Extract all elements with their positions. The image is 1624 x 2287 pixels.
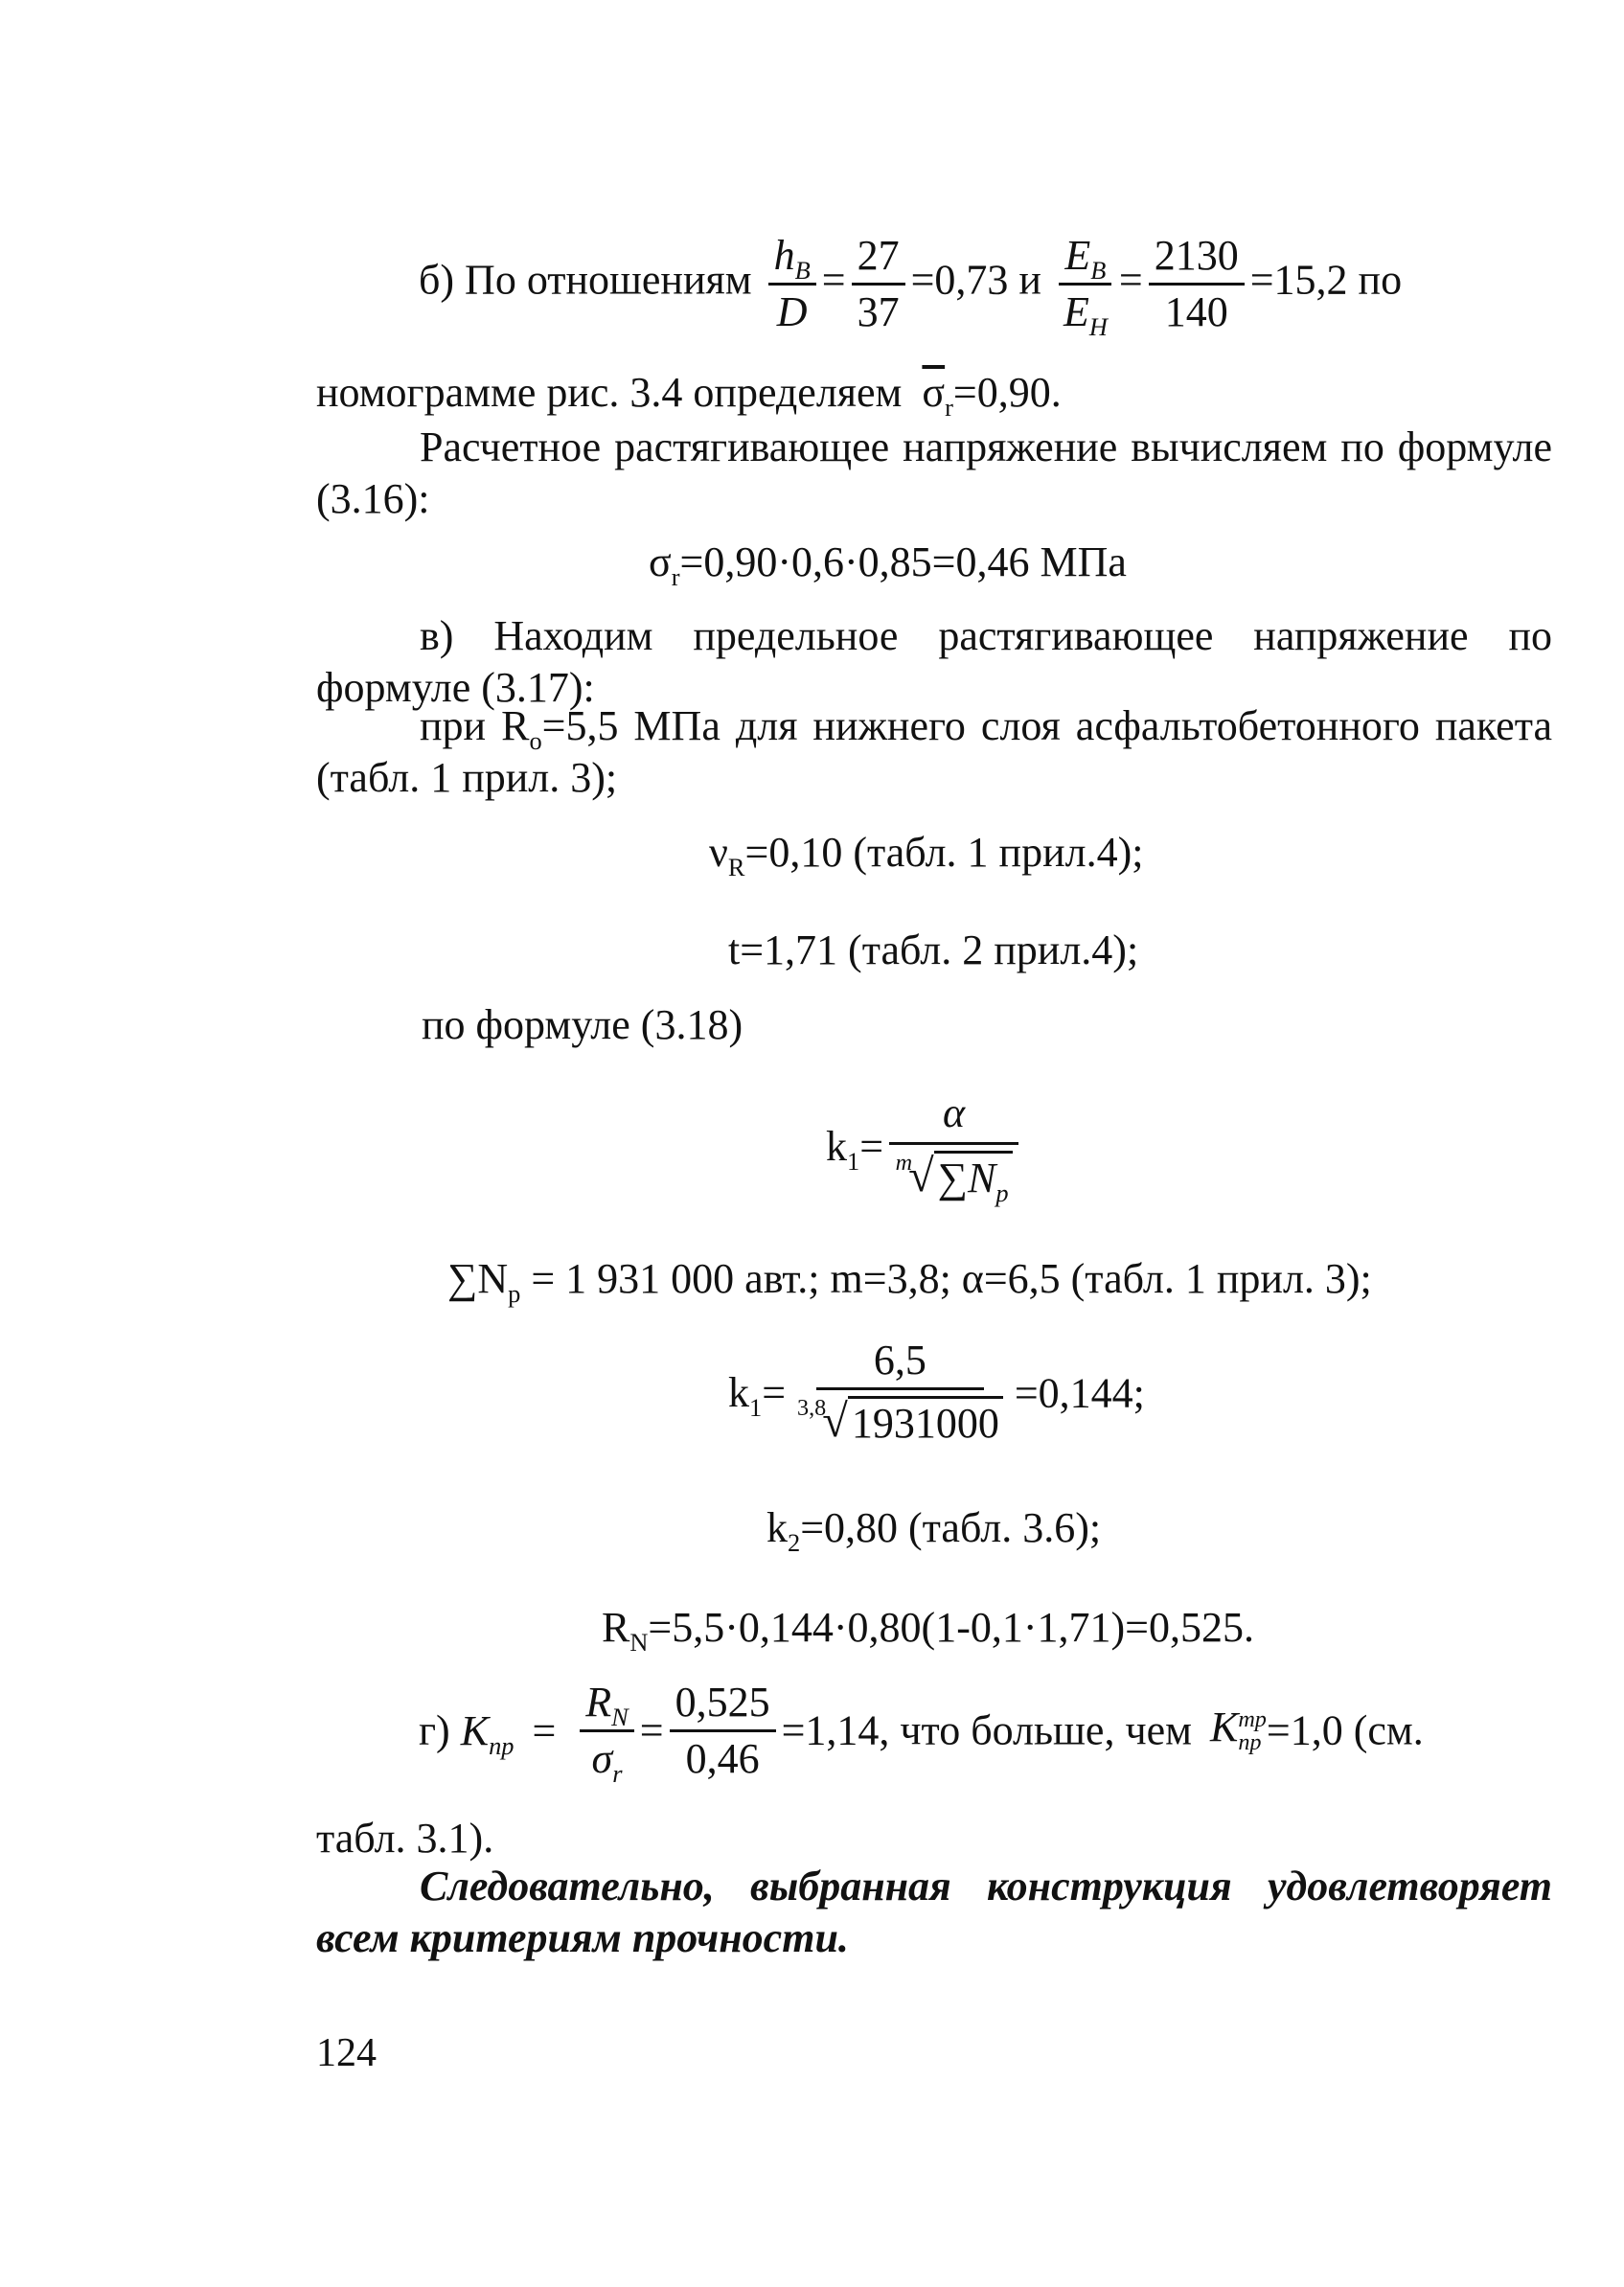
ratio-hb-d: $\frac{h_B}{D}$ xyxy=(768,235,816,333)
root-1931000: 3,8 √ 1931000 xyxy=(797,1396,1003,1445)
result-073: =0,73 и xyxy=(910,256,1041,304)
t-line: t=1,71 (табл. 2 прил.4); xyxy=(728,926,1139,973)
part-b-line: б) По отношениям $\frac{h_B}{D}$ = $\frac{27}{37}$ =0,73 и $\frac{E_B}{E_H}$ = $\frac{2130}{140}$ =15,2 по xyxy=(419,232,1403,341)
ratio-eb-eh: $\frac{E_B}{E_H}$ xyxy=(1058,235,1113,333)
ratio-rn-sigma: $\frac{R_N}{\sigma_r}$ xyxy=(580,1681,634,1780)
k-pr: $K_{пр}$ xyxy=(460,1706,515,1760)
part-b-line2: номограмме рис. 3.4 определяем $\overline{\sigma}_r=0,90$. xyxy=(316,369,1062,422)
k-pr-required: K тр пр xyxy=(1209,1704,1267,1756)
ratio-0525-046: $\frac{0,525}{0,46}$ xyxy=(670,1681,776,1780)
part-g-line2: табл. 3.1). xyxy=(316,1815,494,1862)
k1-general-formula: $k_1=$ α m √ $\sum N_p$ xyxy=(826,1092,1024,1202)
part-g-line: г) $K_{пр}$ = $\frac{R_N}{\sigma_r}$ = $\frac{0,525}{0,46}$ =1,14, что больше, чем K тр пр =1,0 (см. xyxy=(419,1679,1424,1788)
sigma-r-bar: $\overline{\sigma}_r$ xyxy=(922,369,953,422)
result-152: =15,2 по xyxy=(1249,256,1403,304)
rn-line: $R_N=5,5\cdot 0,144\cdot 0,80(1-0,1\cdot 1,71)=0,525$. xyxy=(602,1604,1254,1657)
calc-stress-paragraph: Расчетное растягивающее напряжение вычисляем по формуле (3.16): xyxy=(316,423,1552,522)
conclusion: Следовательно, выбранная конструкция удовлетворяет всем критериям прочности. xyxy=(316,1863,1552,1961)
page-number: 124 xyxy=(316,2031,377,2075)
formula-ref-318: по формуле (3.18) xyxy=(422,1001,743,1048)
k2-line: $k_2=0,80$ (табл. 3.6); xyxy=(766,1504,1102,1557)
ratio-27-37: $\frac{27}{37}$ xyxy=(852,235,905,333)
nu-r-line: $\nu_R=0,10$ (табл. 1 прил.4); xyxy=(709,829,1144,881)
part-b-label: б) По отношениям xyxy=(419,256,752,304)
root-sum-np: m √ $\sum N_p$ xyxy=(896,1151,1013,1200)
sum-np-line: $\sum N_p = 1$ 931 000 авт.; m=3,8; α=6,5 (табл. 1 прил. 3); xyxy=(447,1255,1372,1308)
ratio-2130-140: $\frac{2130}{140}$ xyxy=(1149,235,1245,333)
part-v-ro-paragraph: при $R_o=5,5$ МПа для нижнего слоя асфальтобетонного пакета (табл. 1 прил. 3); xyxy=(316,702,1552,801)
k1-numeric-formula: $k_1=$ 6,5 3,8 √ 1931000 =0,144; xyxy=(728,1337,1145,1447)
stress-formula: $\sigma_r=0,90\cdot 0,6\cdot 0,85=0,46$ МПа xyxy=(649,538,1127,591)
part-v-paragraph: в) Находим предельное растягивающее напряжение по формуле (3.17): xyxy=(316,612,1552,711)
